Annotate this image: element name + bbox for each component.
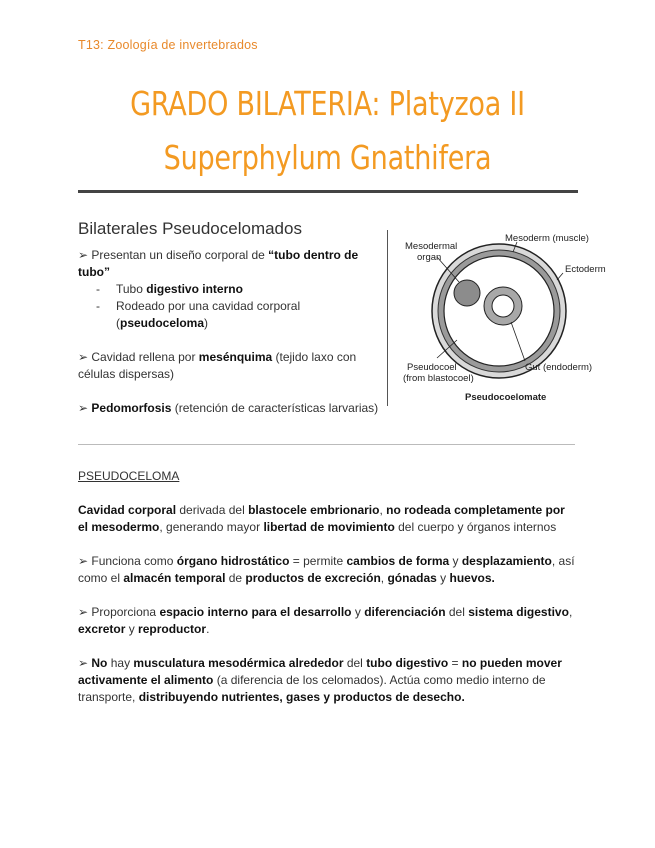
gut-lumen xyxy=(492,295,514,317)
sub-bullet-cavity: - Rodeado por una cavidad corporal (pseudoceloma) xyxy=(96,299,301,330)
course-label: T13: Zoología de invertebrados xyxy=(78,38,258,52)
label-from-blastocoel: (from blastocoel) xyxy=(403,373,474,384)
section-divider xyxy=(78,444,575,445)
label-pseudocoel: Pseudocoel xyxy=(407,362,457,373)
label-ectoderm: Ectoderm xyxy=(565,264,606,275)
intro-bullets xyxy=(78,247,383,417)
pseudoceloma-body xyxy=(78,502,578,723)
label-organ: organ xyxy=(417,252,442,263)
figure-caption: Pseudocoelomate xyxy=(465,392,547,403)
page-title-line2: Superphylum Gnathifera xyxy=(163,138,492,177)
bullet-tube-design: ➢ Presentan un diseño corporal de “tubo dentro de tubo” xyxy=(78,248,359,279)
bullet-pedomorfosis: ➢ Pedomorfosis (retención de características larvarias) xyxy=(78,401,379,415)
title-divider xyxy=(78,190,578,193)
paragraph-space: ➢ Proporciona espacio interno para el desarrollo y diferenciación del sistema digestivo, excretor y reproductor. xyxy=(78,605,573,636)
paragraph-musculature: ➢ No hay musculatura mesodérmica alrededor del tubo digestivo = no pueden mover activamente el alimento (a diferencia de los celomados). Actúa como medio interno de transporte, distribuyendo nutrientes, gases y productos de desecho. xyxy=(78,656,562,704)
page-title-line1: GRADO BILATERIA: Platyzoa II xyxy=(130,84,525,123)
paragraph-hydrostatic: ➢ Funciona como órgano hidrostático = permite cambios de forma y desplazamiento, así como el almacén temporal de productos de excreción, gónadas y huevos. xyxy=(78,554,575,585)
label-mesodermal: Mesodermal xyxy=(405,241,458,252)
mesodermal-organ xyxy=(454,280,480,306)
bullet-mesenquima: ➢ Cavidad rellena por mesénquima (tejido laxo con células dispersas) xyxy=(78,350,357,381)
pseudocoelomate-diagram xyxy=(387,230,610,406)
section-heading-pseudocelomados: Bilaterales Pseudocelomados xyxy=(78,219,302,238)
paragraph-definition: Cavidad corporal derivada del blastocele embrionario, no rodeada completamente por el mesodermo, generando mayor libertad de movimiento del cuerpo y órganos internos xyxy=(78,503,565,534)
label-mesoderm-muscle: Mesoderm (muscle) xyxy=(505,233,589,244)
section-heading-pseudoceloma: PSEUDOCELOMA xyxy=(78,469,180,483)
label-gut: Gut (endoderm) xyxy=(525,362,593,373)
sub-bullet-digestive: - Tubo digestivo interno xyxy=(96,282,243,296)
